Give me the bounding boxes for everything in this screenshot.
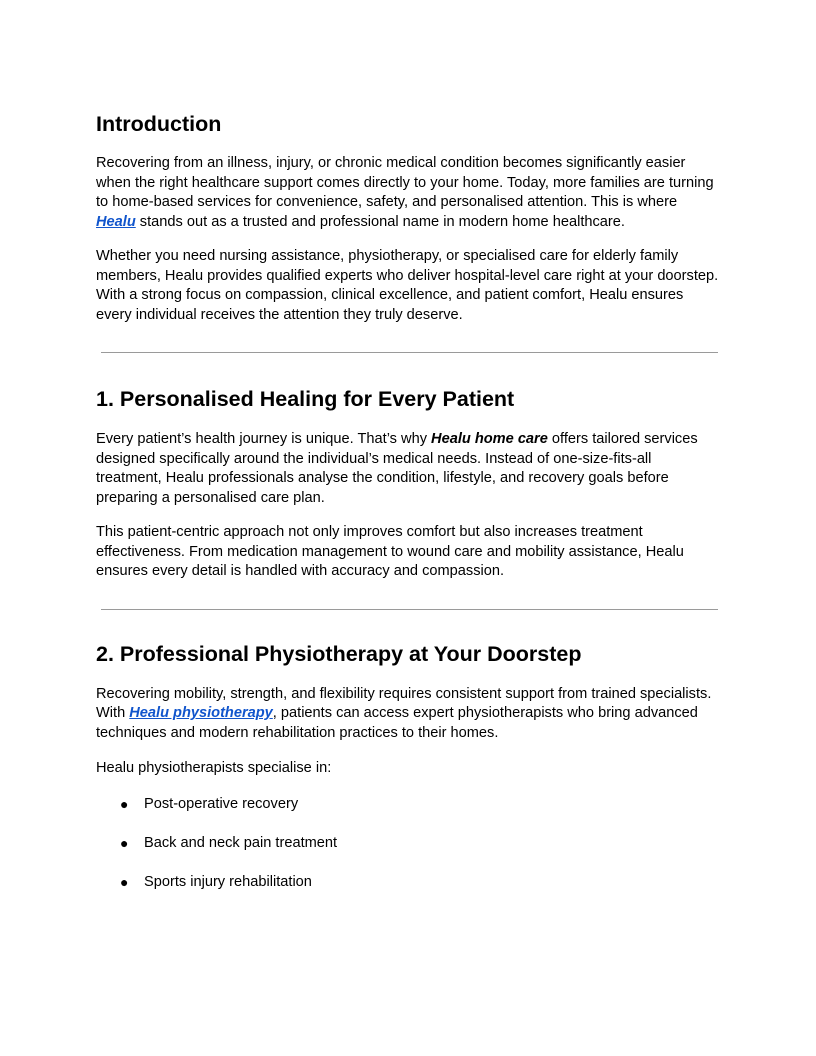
list-item xyxy=(96,873,720,912)
bullet-icon: ● xyxy=(120,873,129,890)
section1-p1-text: Every patient’s health journey is unique. That’s why xyxy=(96,431,432,447)
list-item-label: Post-operative recovery xyxy=(144,795,299,812)
section2-p1-text: Recovering mobility, strength, and flexibility requires consistent support from trained specialists. With xyxy=(96,685,712,721)
specialisation-list xyxy=(96,795,720,912)
list-item xyxy=(96,834,720,873)
healu-link[interactable]: Healu xyxy=(96,213,136,230)
list-item-label: Sports injury rehabilitation xyxy=(144,873,312,890)
list-item-label: Back and neck pain treatment xyxy=(144,834,338,851)
section2-p1-text-end: , patients can access expert physiotherapists who bring advanced techniques and modern rehabilitation practices to their homes. xyxy=(96,705,698,741)
section1-heading: 1. Personalised Healing for Every Patient xyxy=(96,387,515,411)
healu-home-care-emphasis: Healu home care xyxy=(431,431,548,447)
section2-paragraph-1 xyxy=(96,685,720,744)
healu-physiotherapy-link[interactable]: Healu physiotherapy xyxy=(129,705,273,721)
intro-heading: Introduction xyxy=(96,112,222,136)
section2-heading: 2. Professional Physiotherapy at Your Doorstep xyxy=(96,641,582,666)
section2-paragraph-2: Healu physiotherapists specialise in: xyxy=(96,760,332,776)
intro-paragraph-1 xyxy=(96,154,720,232)
bullet-icon: ● xyxy=(120,834,129,851)
bullet-icon: ● xyxy=(120,795,129,812)
section1-p1-text-end: offers tailored services designed specifically around the individual’s medical needs. Instead of one-size-fits-all treatment, Healu professionals analyse the condition, lifestyle, and recovery goals before preparing a personalised care plan. xyxy=(96,431,698,506)
section1-paragraph-1 xyxy=(96,430,720,508)
document-page xyxy=(96,110,720,912)
section1-paragraph-2: This patient-centric approach not only improves comfort but also increases treatment effectiveness. From medication management to wound care and mobility assistance, Healu ensures every detail is handled with accuracy and compassion. xyxy=(96,524,684,579)
intro-paragraph-2: Whether you need nursing assistance, physiotherapy, or specialised care for elderly family members, Healu provides qualified experts who deliver hospital-level care right at your doorstep. With a strong focus on compassion, clinical excellence, and patient comfort, Healu ensures every individual receives the attention they truly deserve. xyxy=(96,248,719,323)
intro-p1-text: Recovering from an illness, injury, or chronic medical condition becomes significantly easier when the right healthcare support comes directly to your home. Today, more families are turning to home-based services for convenience, safety, and personalised attention. This is where xyxy=(96,155,714,210)
intro-p1-text-end: stands out as a trusted and professional name in modern home healthcare. xyxy=(135,213,625,230)
list-item xyxy=(96,795,720,834)
